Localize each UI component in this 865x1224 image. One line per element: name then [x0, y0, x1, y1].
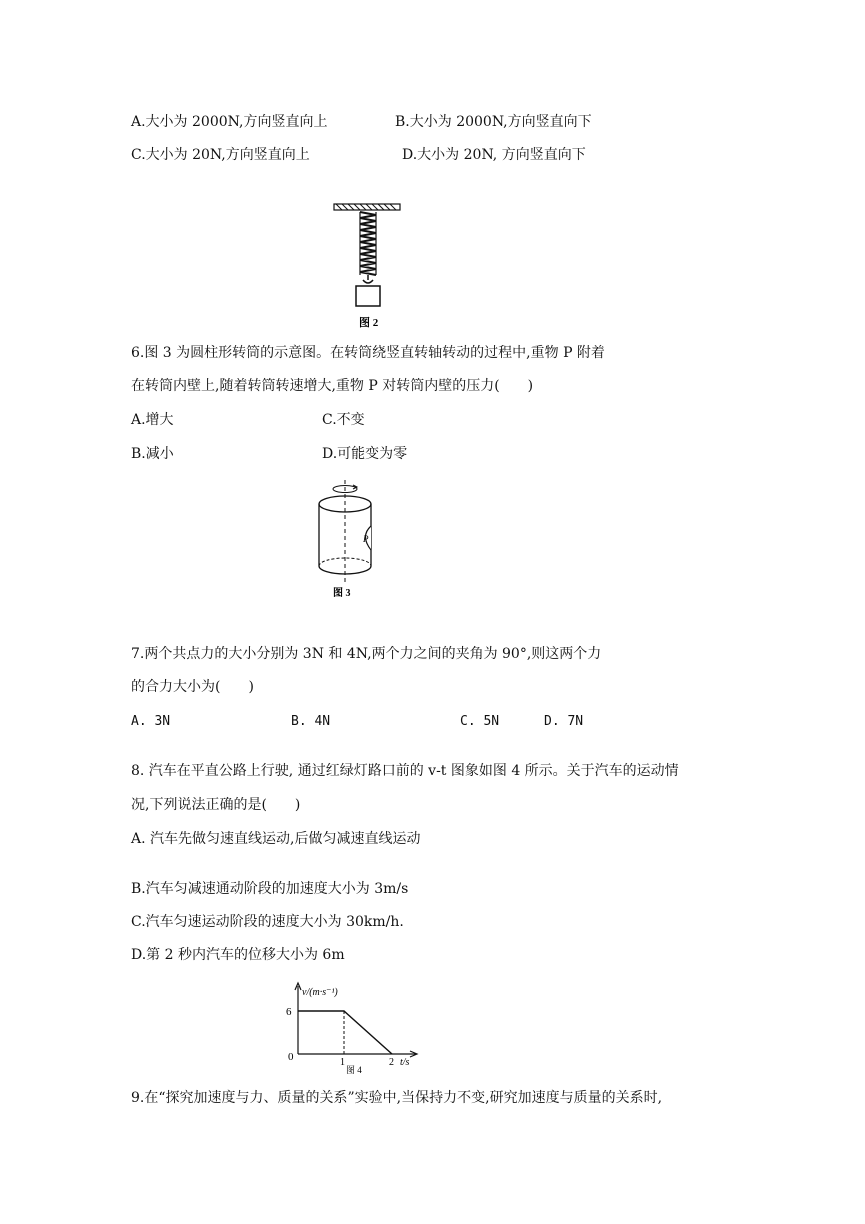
velocity-curve — [298, 1011, 392, 1054]
q6-stem-line1: 6.图 3 为圆柱形转筒的示意图。在转筒绕竖直转轴转动的过程中,重物 P 附着 — [131, 345, 605, 361]
t-tick-2: 2 — [389, 1057, 394, 1068]
q6-option-c: C.不变 — [322, 412, 365, 428]
q7-option-a: A. 3N — [131, 714, 171, 729]
spring-diagram — [332, 182, 414, 332]
q9-stem-line1: 9.在“探究加速度与力、质量的关系”实验中,当保持力不变,研究加速度与质量的关系时, — [131, 1090, 663, 1106]
t-axis-label: t/s — [400, 1057, 410, 1068]
q5-option-a: A.大小为 2000N,方向竖直向上 — [131, 114, 328, 130]
q8-option-d: D.第 2 秒内汽车的位移大小为 6m — [131, 947, 345, 963]
figure-4-vt-graph — [280, 978, 430, 1076]
spring-coil — [360, 212, 376, 275]
q6-option-a: A.增大 — [131, 412, 174, 428]
q8-stem-line1: 8. 汽车在平直公路上行驶, 通过红绿灯路口前的 v-t 图象如图 4 所示。关于汽车的运动情 — [131, 763, 679, 779]
vt-graph — [280, 978, 430, 1076]
q7-option-c: C. 5N — [460, 714, 500, 729]
q8-option-a: A. 汽车先做匀速直线运动,后做匀减速直线运动 — [131, 831, 421, 847]
weight-block — [356, 286, 380, 306]
t-tick-1: 1 — [340, 1057, 345, 1068]
q8-stem-line2: 况,下列说法正确的是( ) — [131, 797, 301, 813]
q7-stem-line1: 7.两个共点力的大小分别为 3N 和 4N,两个力之间的夹角为 90°,则这两个力 — [131, 646, 602, 662]
figure-2-caption: 图 2 — [359, 317, 379, 329]
q8-option-c: C.汽车匀速运动阶段的速度大小为 30km/h. — [131, 914, 404, 930]
q5-option-d: D.大小为 20N, 方向竖直向下 — [402, 147, 586, 163]
q5-option-b: B.大小为 2000N,方向竖直向下 — [395, 114, 592, 130]
q7-option-b: B. 4N — [291, 714, 331, 729]
q6-option-d: D.可能变为零 — [322, 446, 408, 462]
origin-label: 0 — [288, 1051, 294, 1063]
q6-stem-line2: 在转筒内壁上,随着转筒转速增大,重物 P 对转筒内壁的压力( ) — [131, 378, 534, 394]
hook — [363, 275, 373, 283]
figure-2-spring — [332, 182, 414, 332]
figure-4-caption: 图 4 — [346, 1065, 362, 1075]
q5-option-c: C.大小为 20N,方向竖直向上 — [131, 147, 310, 163]
q8-option-b: B.汽车匀减速通动阶段的加速度大小为 3m/s — [131, 881, 409, 897]
v-tick-6: 6 — [286, 1006, 292, 1018]
q7-stem-line2: 的合力大小为( ) — [131, 679, 254, 695]
object-p-label: P — [363, 534, 369, 544]
cylinder-diagram — [308, 474, 386, 602]
figure-3-caption: 图 3 — [333, 588, 351, 599]
v-axis-label: v/(m·s⁻¹) — [302, 987, 338, 998]
q7-option-d: D. 7N — [544, 714, 584, 729]
figure-3-cylinder — [308, 474, 386, 602]
q6-option-b: B.减小 — [131, 446, 174, 462]
